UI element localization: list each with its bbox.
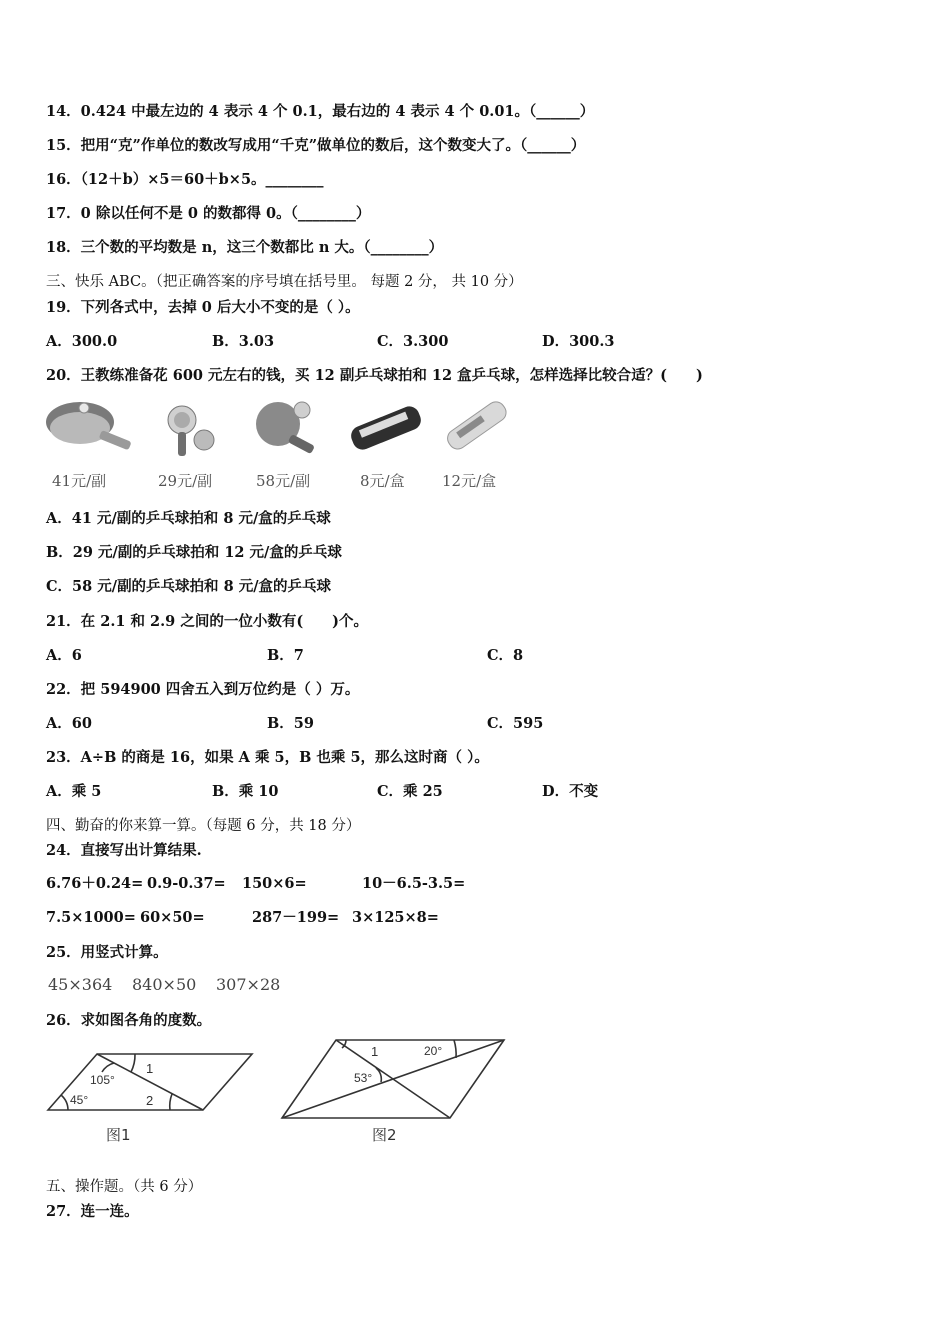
question-26-stem: 26．求如图各角的度数。 bbox=[46, 1012, 212, 1029]
paddle-58-image bbox=[252, 398, 324, 462]
section-5-heading: 五、操作题。（共 6 分） bbox=[46, 1179, 203, 1195]
question-25-stem: 25．用竖式计算。 bbox=[46, 944, 168, 961]
question-21-stem: 21．在 2.1 和 2.9 之间的一位小数有( )个。 bbox=[46, 613, 369, 630]
figure-1-caption: 图1 bbox=[106, 1126, 131, 1144]
question-24-stem: 24．直接写出计算结果. bbox=[46, 842, 202, 859]
q20-option-c: C．58 元/副的乒乓球拍和 8 元/盒的乒乓球 bbox=[46, 578, 332, 595]
section-3-heading: 三、快乐 ABC。（把正确答案的序号填在括号里。 每题 2 分， 共 10 分） bbox=[46, 274, 523, 290]
fig2-angle-1-label: 1 bbox=[371, 1044, 379, 1059]
q22-option-c: C．595 bbox=[487, 715, 544, 732]
price-paddle-41: 41元/副 bbox=[52, 472, 107, 490]
price-ball-8: 8元/盒 bbox=[360, 472, 405, 490]
calc-item: 10－6.5-3.5= bbox=[362, 875, 466, 892]
figure-1-parallelogram bbox=[40, 1046, 260, 1150]
figure-2-parallelogram bbox=[278, 1034, 510, 1150]
q23-option-a: A．乘 5 bbox=[46, 783, 102, 800]
q23-option-c: C．乘 25 bbox=[377, 783, 443, 800]
calc-item: 150×6= bbox=[242, 875, 307, 892]
fig2-angle-53: 53° bbox=[354, 1071, 373, 1085]
fig1-angle-45: 45° bbox=[70, 1093, 89, 1107]
calc-item: 287－199= bbox=[252, 909, 340, 926]
fig1-angle-2-label: 2 bbox=[146, 1093, 154, 1108]
vertical-calc-item: 45×364 bbox=[48, 975, 113, 994]
calc-item: 6.76＋0.24= bbox=[46, 875, 144, 892]
question-22-stem: 22．把 594900 四舍五入到万位约是（ ）万。 bbox=[46, 681, 360, 698]
question-16: 16．（12＋b）×5＝60＋b×5。________ bbox=[46, 171, 324, 188]
section-4-heading: 四、勤奋的你来算一算。（每题 6 分，共 18 分） bbox=[46, 818, 361, 834]
question-20-stem: 20．王教练准备花 600 元左右的钱，买 12 副乒乓球拍和 12 盒乒乓球，怎样选择比较合适？( ) bbox=[46, 367, 703, 384]
ball-box-8-image bbox=[346, 400, 426, 460]
question-23-stem: 23．A÷B 的商是 16，如果 A 乘 5，B 也乘 5，那么这时商（ ）。 bbox=[46, 749, 489, 766]
price-paddle-58: 58元/副 bbox=[256, 472, 311, 490]
paddle-29-image bbox=[160, 402, 222, 462]
q20-option-a: A．41 元/副的乒乓球拍和 8 元/盒的乒乓球 bbox=[46, 510, 331, 527]
q21-option-a: A．6 bbox=[46, 647, 82, 664]
vertical-calc-item: 840×50 bbox=[132, 975, 197, 994]
ball-box-12-image bbox=[440, 398, 512, 460]
question-14: 14．0.424 中最左边的 4 表示 4 个 0.1，最右边的 4 表示 4 个 0.01。（______） bbox=[46, 103, 595, 120]
figure-2-caption: 图2 bbox=[372, 1126, 397, 1144]
fig1-angle-105: 105° bbox=[90, 1073, 115, 1087]
calc-item: 3×125×8= bbox=[352, 909, 439, 926]
q21-option-c: C．8 bbox=[487, 647, 524, 664]
fig1-angle-1-label: 1 bbox=[146, 1061, 154, 1076]
q22-option-b: B．59 bbox=[267, 715, 314, 732]
price-paddle-29: 29元/副 bbox=[158, 472, 213, 490]
calc-item: 60×50= bbox=[140, 909, 205, 926]
calc-item: 0.9-0.37= bbox=[147, 875, 226, 892]
q23-option-d: D．不变 bbox=[542, 783, 599, 800]
price-ball-12: 12元/盒 bbox=[442, 472, 497, 490]
calc-item: 7.5×1000= bbox=[46, 909, 136, 926]
q19-option-a: A．300.0 bbox=[46, 333, 118, 350]
question-27-stem: 27．连一连。 bbox=[46, 1203, 139, 1220]
paddle-41-image bbox=[44, 398, 136, 460]
vertical-calc-item: 307×28 bbox=[216, 975, 281, 994]
q23-option-b: B．乘 10 bbox=[212, 783, 279, 800]
fig2-angle-20: 20° bbox=[424, 1044, 443, 1058]
q19-option-c: C．3.300 bbox=[377, 333, 449, 350]
q19-option-d: D．300.3 bbox=[542, 333, 615, 350]
q19-option-b: B．3.03 bbox=[212, 333, 275, 350]
q21-option-b: B．7 bbox=[267, 647, 304, 664]
q20-option-b: B．29 元/副的乒乓球拍和 12 元/盒的乒乓球 bbox=[46, 544, 342, 561]
question-18: 18．三个数的平均数是 n，这三个数都比 n 大。（________） bbox=[46, 239, 444, 256]
question-19-stem: 19．下列各式中，去掉 0 后大小不变的是（ ）。 bbox=[46, 299, 360, 316]
question-17: 17．0 除以任何不是 0 的数都得 0。（________） bbox=[46, 205, 371, 222]
q22-option-a: A．60 bbox=[46, 715, 92, 732]
question-15: 15．把用“克”作单位的数改写成用“千克”做单位的数后，这个数变大了。（______） bbox=[46, 137, 586, 154]
